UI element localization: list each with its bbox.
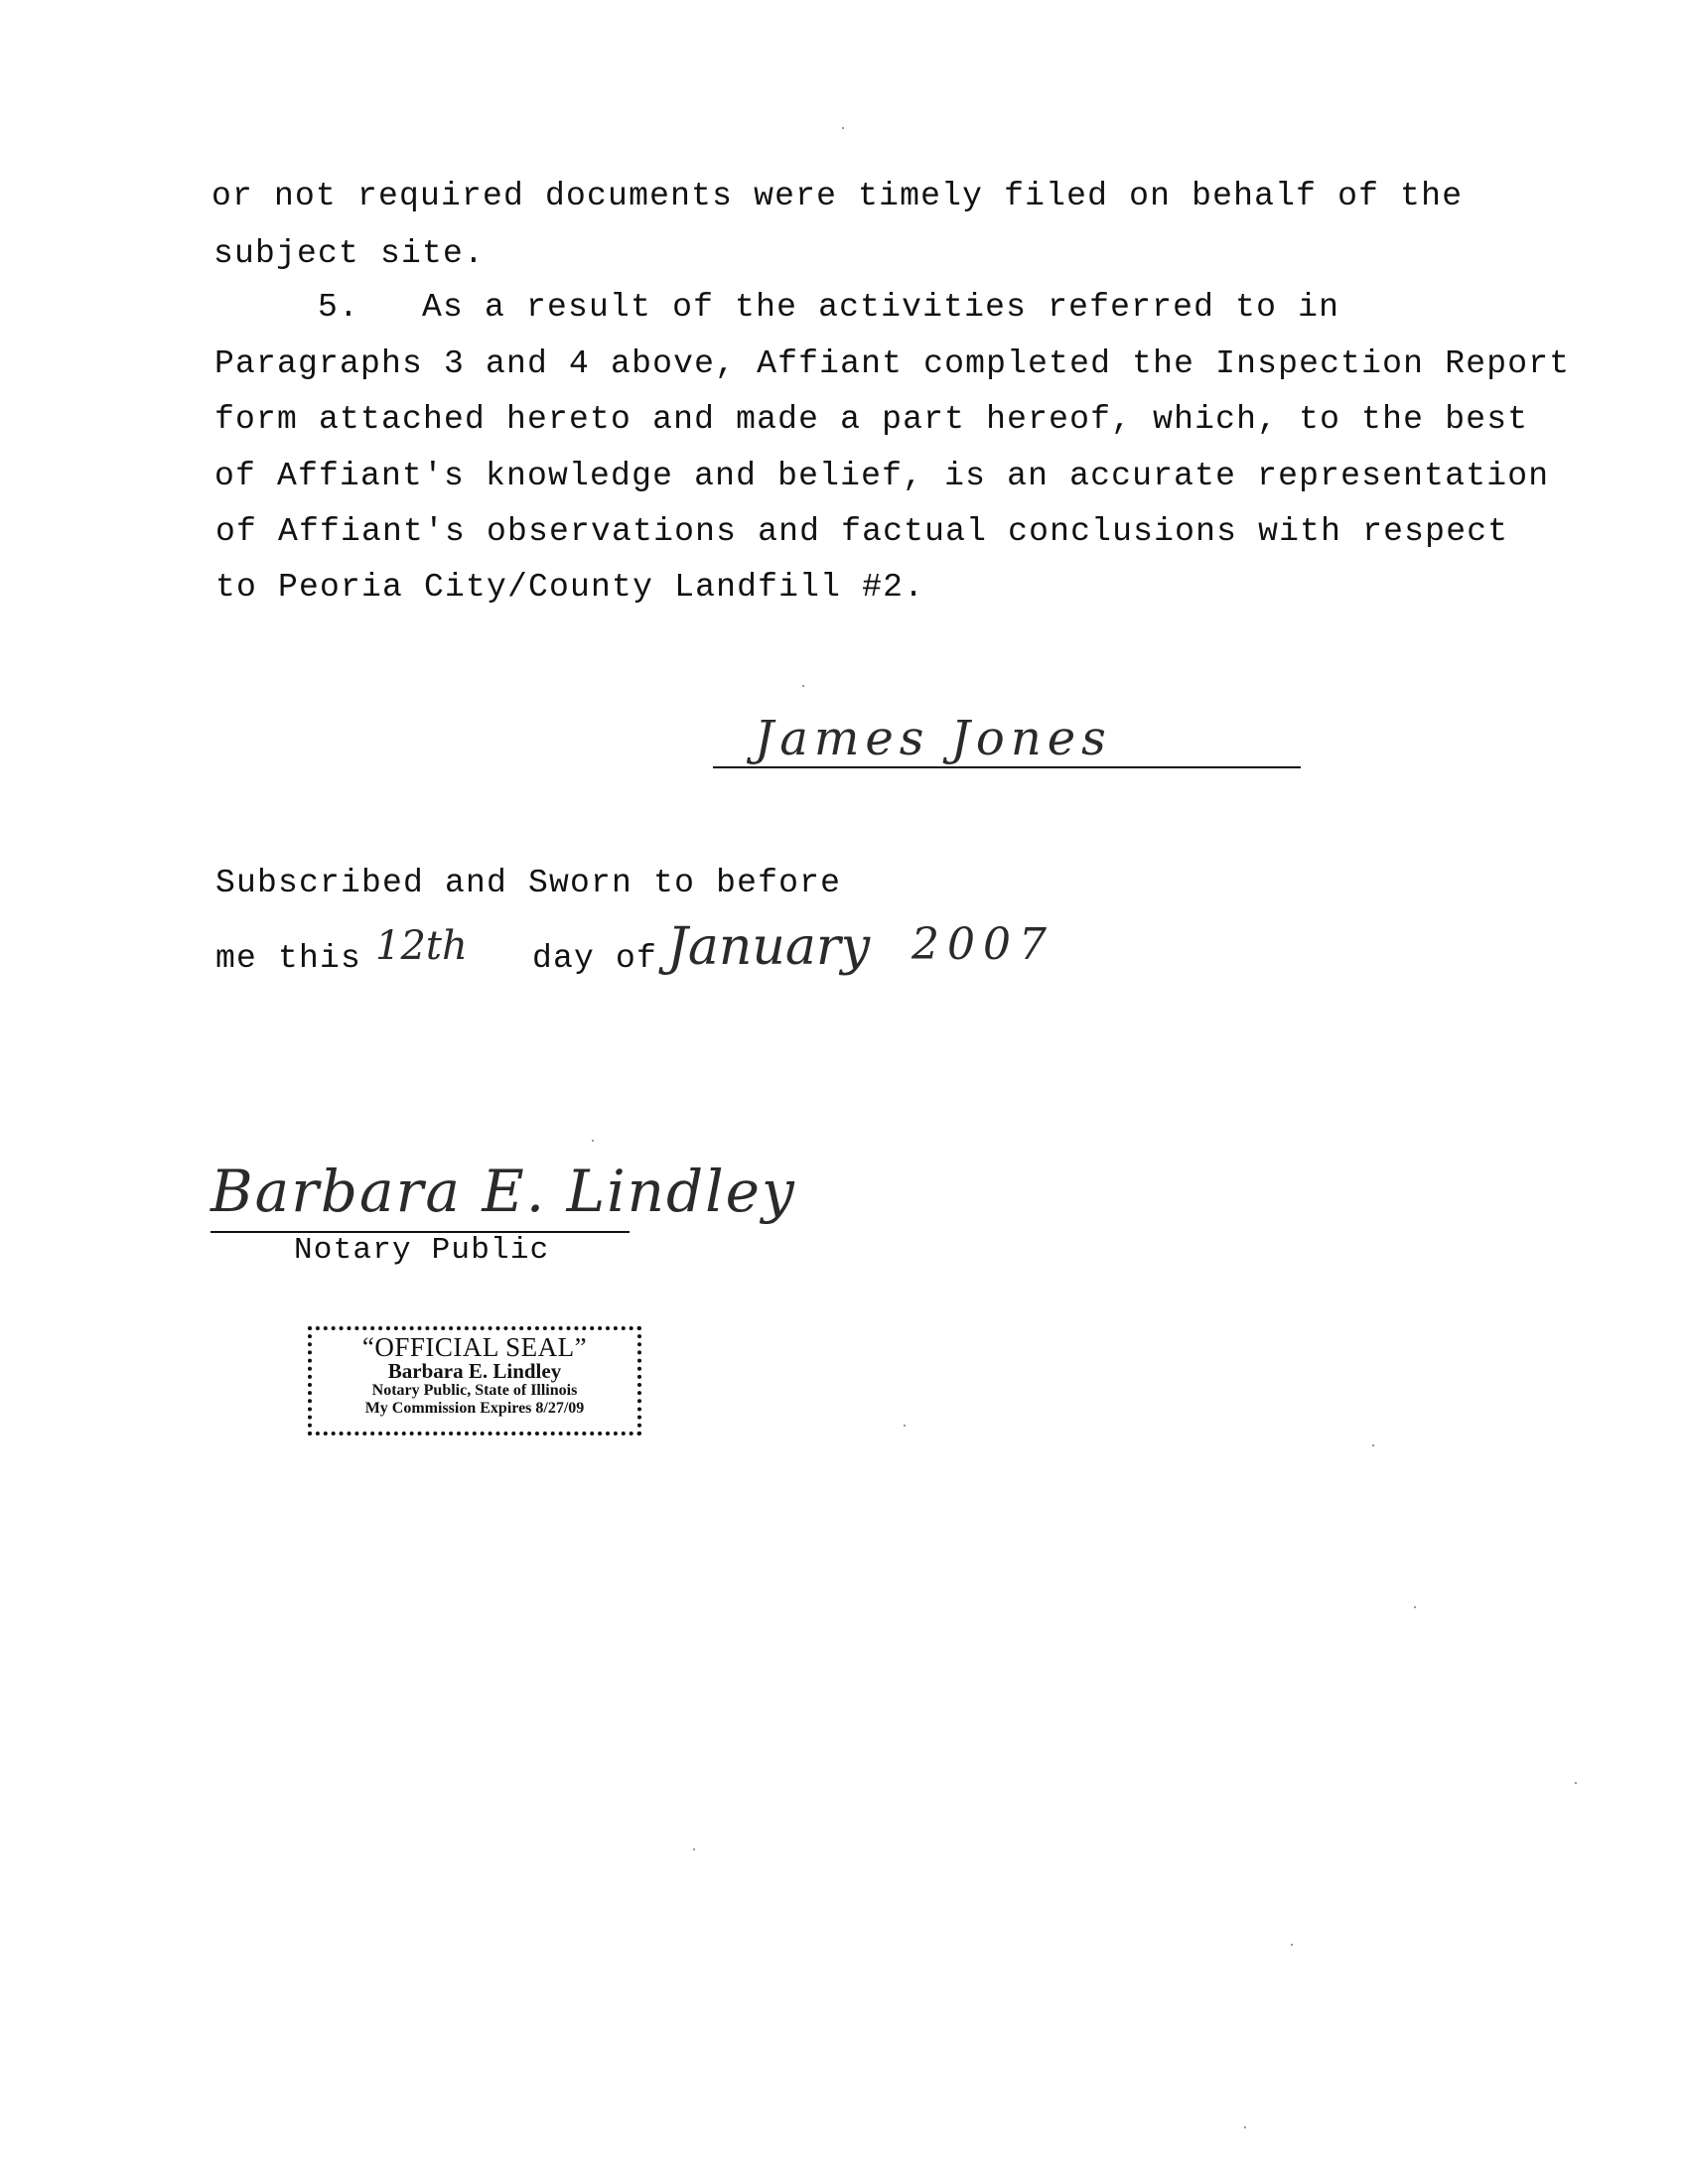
scan-speck bbox=[1414, 1606, 1416, 1608]
body-line-2: subject site. bbox=[213, 235, 486, 272]
notary-signature: Barbara E. Lindley bbox=[210, 1158, 796, 1225]
scan-speck bbox=[693, 1848, 695, 1850]
seal-line-4: My Commission Expires 8/27/09 bbox=[364, 1400, 585, 1417]
scan-speck bbox=[802, 685, 804, 687]
scan-speck bbox=[1244, 2126, 1246, 2128]
affiant-signature: James Jones bbox=[755, 711, 1112, 766]
jurat-line-1: Subscribed and Sworn to before bbox=[215, 865, 842, 901]
notary-public-label: Notary Public bbox=[294, 1233, 550, 1268]
jurat-day-of: day of bbox=[532, 940, 658, 977]
affiant-signature-line bbox=[713, 766, 1301, 768]
body-line-3: 5. As a result of the activities referred to in bbox=[213, 289, 1340, 326]
scan-speck bbox=[592, 1140, 594, 1142]
scan-speck bbox=[1372, 1444, 1374, 1446]
seal-title: “OFFICIAL SEAL” bbox=[361, 1332, 588, 1362]
jurat-year-handwritten: 2007 bbox=[912, 919, 1054, 970]
body-line-6: of Affiant's knowledge and belief, is an accurate representation bbox=[214, 458, 1550, 494]
seal-name: Barbara E. Lindley bbox=[387, 1359, 562, 1383]
scan-speck bbox=[842, 127, 844, 129]
scan-speck bbox=[1291, 1944, 1293, 1946]
scan-speck bbox=[904, 1425, 906, 1427]
jurat-day-handwritten: 12th bbox=[375, 923, 468, 969]
scan-speck bbox=[1575, 1782, 1577, 1784]
body-line-5: form attached hereto and made a part hereof, which, to the best bbox=[214, 401, 1529, 438]
seal-line-3: Notary Public, State of Illinois bbox=[371, 1382, 578, 1399]
body-line-1: or not required documents were timely filed on behalf of the bbox=[211, 178, 1464, 214]
jurat-month-handwritten: January bbox=[667, 917, 871, 977]
jurat-me-this: me this bbox=[215, 940, 362, 977]
official-seal-stamp bbox=[308, 1326, 641, 1435]
body-line-7: of Affiant's observations and factual conclusions with respect bbox=[215, 513, 1509, 550]
body-line-8: to Peoria City/County Landfill #2. bbox=[215, 569, 925, 606]
body-line-4: Paragraphs 3 and 4 above, Affiant completed the Inspection Report bbox=[214, 345, 1571, 382]
